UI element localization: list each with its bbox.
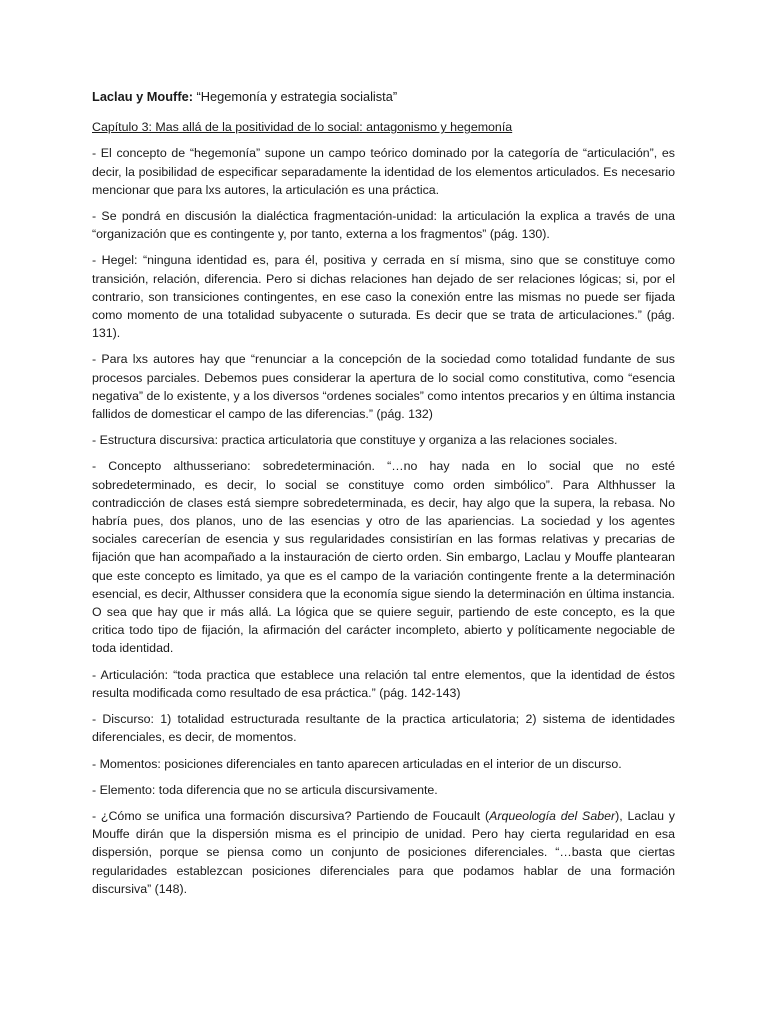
paragraph-discurso: - Discurso: 1) totalidad estructurada resultante de la practica articulatoria; 2) sistema de identidades diferenciales, es decir, de momentos. [92, 712, 675, 745]
paragraph-sociedad: - Para lxs autores hay que “renunciar a la concepción de la sociedad como totalidad fundante de sus procesos parciales. Debemos pues considerar la apertura de lo social como constitutiva, como “esencia negativa” de lo existente, y a los diversos “ordenes sociales” como intentos precarios y en última instancia fallidos de domesticar el campo de las diferencias.” (pág. 132) [92, 352, 675, 422]
paragraph-estructura-discursiva: - Estructura discursiva: practica articulatoria que constituye y organiza a las relaciones sociales. [92, 433, 618, 448]
paragraph-hegel: - Hegel: “ninguna identidad es, para él, positiva y cerrada en sí misma, sino que se constituye como transición, relación, diferencia. Pero si dichas relaciones han dejado de ser relaciones lógicas; si, por el contrario, son transiciones contingentes, en ese caso la conexión entre las mismas no puede ser fijada como momento de una totalidad subyacente o suturada. Es decir que se trata de articulaciones.” (pág. 131). [92, 253, 675, 341]
chapter-heading: Capítulo 3: Mas allá de la positividad de lo social: antagonismo y hegemonía [92, 120, 513, 135]
paragraph-sobredeterminacion: - Concepto althusseriano: sobredeterminación. “…no hay nada en lo social que no esté sobredeterminado, es decir, lo social se constituye como orden simbólico”. Para Althhusser la contradicción de clases está siempre sobredeterminada, es decir, hay algo que la supera, la rebasa. No habría pues, dos planos, uno de las esencias y otro de las apariencias. La sociedad y los agentes sociales carecerían de esencia y sus regularidades consistirían en las formas relativas y precarias de fijación que han acompañado a la instauración de cierto orden. Sin embargo, Laclau y Mouffe plantearan que este concepto es limitado, ya que es el campo de la variación contingente frente a la determinación esencial, es decir, Althusser considera que la economía sigue siendo la determinación en última instancia. O sea que hay que ir más allá. La lógica que se quiere seguir, partiendo de este concepto, es la que critica todo tipo de fijación, la afirmación del carácter incompleto, abierto y políticamente negociable de toda identidad. [92, 459, 675, 656]
title-work: “Hegemonía y estrategia socialista” [192, 89, 398, 104]
paragraph-momentos: - Momentos: posiciones diferenciales en tanto aparecen articuladas en el interior de un discurso. [92, 756, 622, 771]
paragraph-text-start: - ¿Cómo se unifica una formación discursiva? Partiendo de Foucault ( [92, 808, 490, 823]
paragraph-articulacion: - Articulación: “toda practica que establece una relación tal entre elementos, que la identidad de éstos resulta modificada como resultado de esa práctica.” (pág. 142-143) [92, 667, 675, 700]
paragraph-elemento: - Elemento: toda diferencia que no se articula discursivamente. [92, 782, 438, 797]
title-authors: Laclau y Mouffe: [92, 89, 193, 104]
document-title [92, 88, 675, 106]
document-body [92, 88, 675, 906]
paragraph-text-end: ), Laclau y Mouffe dirán que la dispersión misma es el principio de unidad. Pero hay cierta regularidad en esa dispersión, porque se piensa como un conjunto de posiciones diferenciales. “…basta que ciertas regularidades establezcan posiciones diferenciales para que podamos hablar de una formación discursiva” (148). [92, 808, 675, 896]
paragraph-dialectica: - Se pondrá en discusión la dialéctica fragmentación-unidad: la articulación la explica a través de una “organización que es contingente y, por tanto, externa a los fragmentos” (pág. 130). [92, 209, 675, 242]
book-title: Arqueología del Saber [489, 808, 616, 823]
paragraph-formacion-discursiva [92, 807, 675, 898]
paragraph-hegemonia: - El concepto de “hegemonía” supone un campo teórico dominado por la categoría de “articulación”, es decir, la posibilidad de especificar separadamente la identidad de los elementos articulados. Es necesario mencionar que para lxs autores, la articulación es una práctica. [92, 146, 675, 197]
